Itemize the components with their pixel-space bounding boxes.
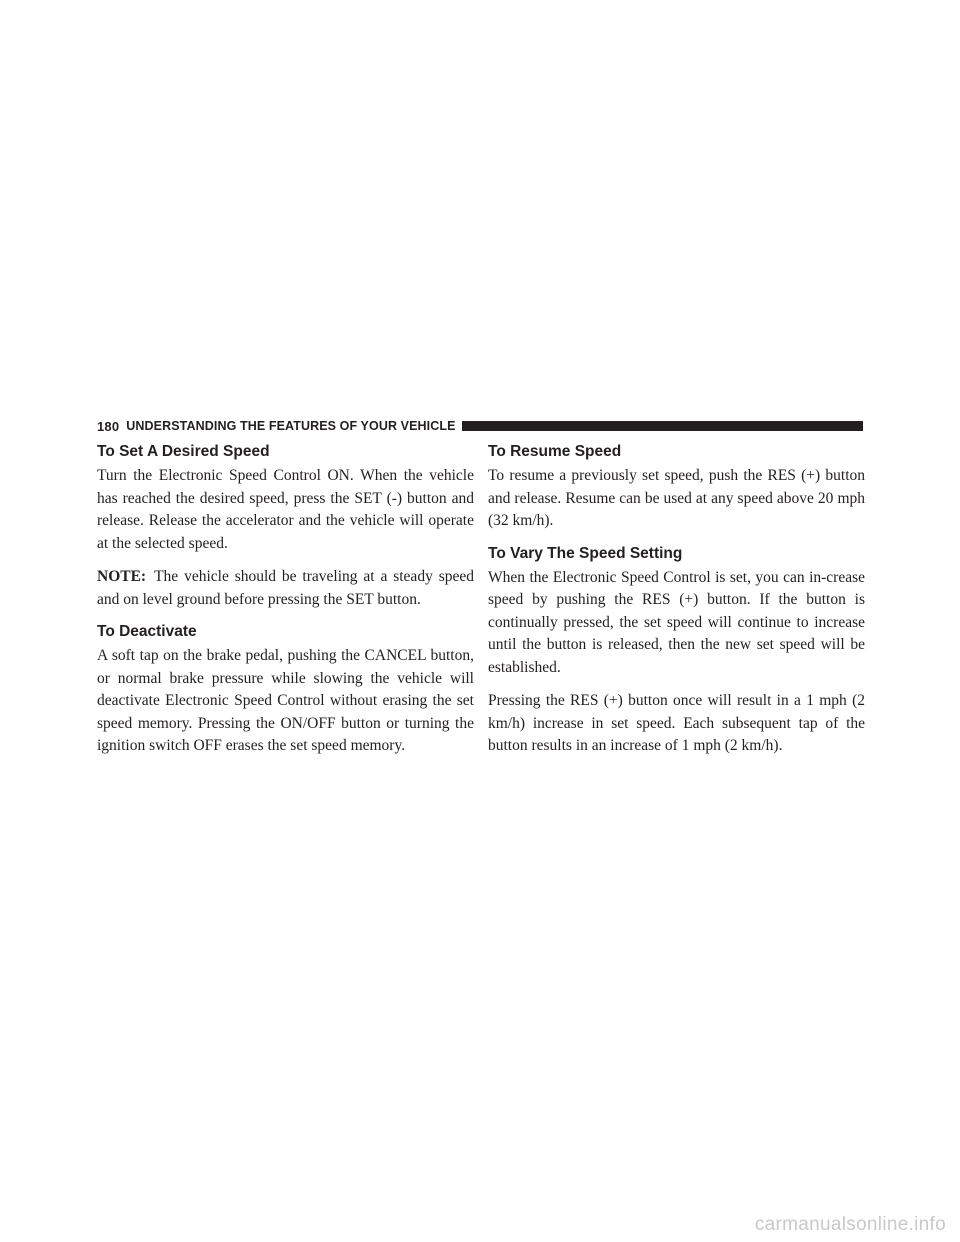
right-column: [488, 442, 865, 769]
heading-set-desired-speed: To Set A Desired Speed: [97, 443, 270, 460]
note-paragraph: [97, 566, 474, 611]
header-rule: [462, 421, 863, 431]
heading-resume-speed: To Resume Speed: [488, 443, 622, 460]
left-column: [97, 442, 474, 769]
note-label: NOTE:: [97, 568, 147, 585]
paragraph-deactivate: A soft tap on the brake pedal, pushing the CANCEL button, or normal brake pressure while slowing the vehicle will deactivate Electronic Speed Control without erasing the set speed memory. Pressing the ON/OFF button or turning the ignition switch OFF erases the set speed memory.: [97, 647, 474, 754]
paragraph-set-desired-speed: Turn the Electronic Speed Control ON. When the vehicle has reached the desired speed, press the SET (-) button and release. Release the accelerator and the vehicle will operate at the selected speed.: [97, 467, 474, 552]
page-header: [97, 416, 863, 436]
heading-vary-speed-setting: To Vary The Speed Setting: [488, 544, 683, 562]
paragraph-resume-speed: To resume a previously set speed, push the RES (+) button and release. Resume can be used at any speed above 20 mph (32 km/h).: [488, 467, 865, 529]
section-title: UNDERSTANDING THE FEATURES OF YOUR VEHICLE: [126, 419, 456, 433]
watermark: carmanualsonline.info: [754, 1214, 946, 1235]
paragraph-vary-speed-1: When the Electronic Speed Control is set, you can in-crease speed by pushing the RES (+) button. If the button is continually pressed, the set speed will continue to increase until the button is released, then the new set speed will be established.: [488, 568, 865, 676]
note-text: The vehicle should be traveling at a steady speed and on level ground before pressing the SET button.: [97, 568, 474, 608]
heading-deactivate: To Deactivate: [97, 623, 197, 640]
page-number: 180: [97, 418, 120, 434]
paragraph-vary-speed-2: Pressing the RES (+) button once will result in a 1 mph (2 km/h) increase in set speed. Each subsequent tap of the button results in an increase of 1 mph (2 km/h).: [488, 692, 865, 754]
